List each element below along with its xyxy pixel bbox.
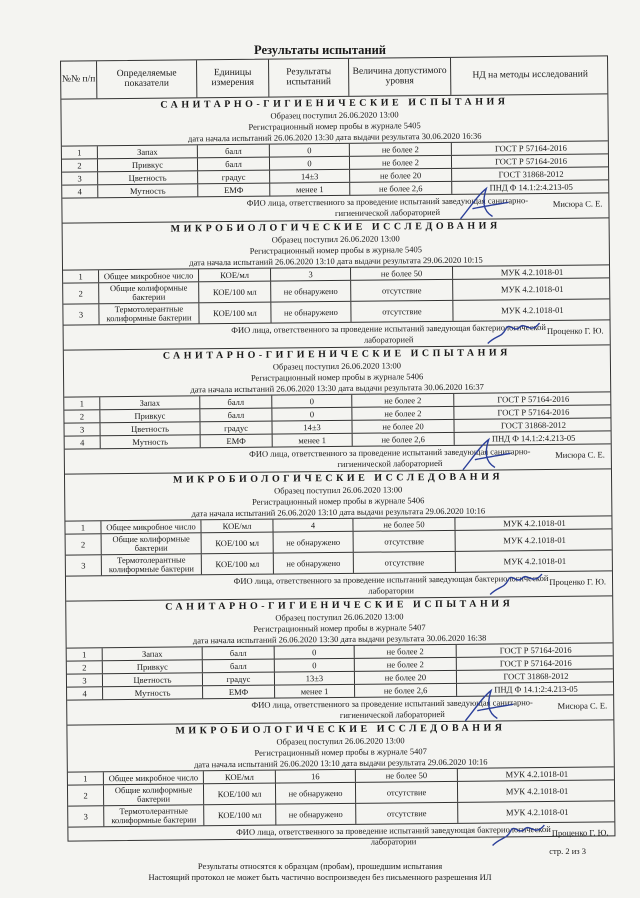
handwritten-signature — [483, 313, 543, 350]
table-cell: Общие колиформные бактерии — [104, 784, 204, 805]
table-cell: Термотолерантные колиформные бактерии — [104, 805, 204, 826]
table-cell: Привкус — [98, 158, 198, 171]
test-dates: дата начала испытаний 26.06.2020 13:30 дата выдачи результата 30.06.2020 16:37 — [190, 381, 484, 395]
table-cell: градус — [203, 673, 275, 686]
header-cell: Единицы измерения — [197, 60, 269, 98]
table-cell: ГОСТ 31868-2012 — [498, 168, 564, 179]
table-cell: Общие колиформные бактерии — [99, 282, 199, 303]
responsible-person-name: Проценко Г. Ю. — [551, 827, 609, 838]
responsible-person-name: Проценко Г. Ю. — [549, 576, 607, 587]
sample-received: Образец поступил 26.06.2020 13:00 — [271, 233, 400, 245]
table-cell: не обнаружено — [276, 783, 356, 804]
test-block — [67, 720, 614, 851]
table-cell: 0 — [270, 144, 350, 157]
table-cell: ГОСТ 31868-2012 — [503, 670, 569, 681]
table-cell: 14±3 — [270, 170, 350, 183]
table-cell: ГОСТ Р 57164-2016 — [499, 644, 572, 655]
table-cell: МУК 4.2.1018-01 — [505, 768, 569, 779]
table-cell: 2 — [68, 785, 104, 805]
responsible-person-label: ФИО лица, ответственного за проведение испытаний заведующая санитарно-гигиенической лабораторией — [249, 446, 531, 469]
table-cell: ГОСТ 31868-2012 — [500, 419, 567, 430]
table-cell: КОЕ/мл — [204, 771, 276, 784]
table-cell: Общее микробное число — [101, 520, 201, 533]
table-cell: Общее микробное число — [99, 269, 199, 282]
table-cell: 0 — [275, 646, 355, 659]
table-cell: менее 1 — [270, 183, 350, 196]
page-number: стр. 2 из 3 — [549, 846, 586, 856]
table-cell: МУК 4.2.1018-01 — [505, 806, 569, 817]
section-heading: САНИТАРНО-ГИГИЕНИЧЕСКИЕ ИСПЫТАНИЯ — [165, 598, 514, 613]
table-cell: Цветность — [103, 673, 203, 686]
responsible-person-name: Проценко Г. Ю. — [546, 325, 604, 336]
table-cell: 1 — [67, 648, 103, 660]
test-dates: дата начала испытаний 26.06.2020 13:30 дата выдачи результата 30.06.2020 16:38 — [192, 632, 487, 646]
table-cell: менее 1 — [273, 434, 353, 447]
header-cell: Результаты испытаний — [269, 59, 349, 97]
table-cell: ПНД Ф 14.1:2:4.213-05 — [489, 181, 573, 193]
table-cell: 3 — [64, 423, 100, 435]
sample-received: Образец поступил 26.06.2020 13:00 — [276, 735, 405, 747]
table-cell: КОЕ/100 мл — [199, 303, 271, 324]
table-cell: Привкус — [100, 409, 200, 422]
section-heading: МИКРОБИОЛОГИЧЕСКИЕ ИССЛЕДОВАНИЯ — [175, 722, 506, 737]
header-cell: НД на методы исследований — [472, 69, 588, 81]
test-block — [61, 94, 608, 223]
table-cell: не более 50 — [351, 267, 453, 280]
table-cell: Мутность — [103, 686, 203, 699]
table-cell: не более 2 — [355, 645, 457, 658]
table-cell: отсутствие — [356, 803, 458, 824]
table-cell: Мутность — [101, 435, 201, 448]
table-cell: МУК 4.2.1018-01 — [503, 534, 566, 545]
table-cell: балл — [200, 396, 272, 409]
table-cell: не более 2 — [350, 156, 452, 169]
registration-number: Регистрационный номер пробы в журнале 5406 — [252, 495, 425, 507]
table-cell: отсутствие — [354, 552, 456, 573]
table-cell: балл — [203, 660, 275, 673]
table-cell: балл — [198, 158, 270, 171]
table-cell: не более 2,6 — [353, 433, 455, 446]
table-cell: ГОСТ Р 57164-2016 — [494, 142, 567, 153]
table-cell: МУК 4.2.1018-01 — [500, 283, 564, 294]
table-cell: 1 — [68, 772, 104, 784]
registration-number: Регистрационный номер пробы в журнале 5406 — [250, 371, 424, 383]
test-dates: дата начала испытаний 26.06.2020 13:10 дата выдачи результата 29.06.2020 10:16 — [193, 756, 488, 770]
section-heading: МИКРОБИОЛОГИЧЕСКИЕ ИССЛЕДОВАНИЯ — [172, 471, 504, 486]
table-cell: КОЕ/100 мл — [204, 805, 276, 826]
table-cell: 13±3 — [275, 672, 355, 685]
responsible-person-label: ФИО лица, ответственного за проведение испытаний заведующая бактериологической лаборатории — [233, 572, 549, 596]
table-cell: Цветность — [100, 422, 200, 435]
table-cell: ГОСТ Р 57164-2016 — [497, 406, 570, 417]
signature-line — [62, 192, 608, 222]
table-cell: ЕМФ — [198, 184, 270, 197]
signature-line — [66, 570, 612, 600]
table-cell: 3 — [271, 268, 351, 281]
table-cell: 2 — [66, 534, 102, 554]
table-cell: не более 20 — [355, 671, 457, 684]
table-cell: КОЕ/100 мл — [204, 784, 276, 805]
responsible-person-label: ФИО лица, ответственного за проведение испытаний заведующая санитарно-гигиенической лабораторией — [246, 195, 529, 218]
table-cell: МУК 4.2.1018-01 — [500, 266, 564, 277]
handwritten-signature — [452, 186, 512, 223]
table-cell: МУК 4.2.1018-01 — [503, 555, 567, 566]
registration-number: Регистрационный номер пробы в журнале 5407 — [254, 746, 427, 758]
table-cell: не обнаружено — [271, 281, 351, 302]
section-heading: САНИТАРНО-ГИГИЕНИЧЕСКИЕ ИСПЫТАНИЯ — [162, 347, 511, 362]
responsible-person-label: ФИО лица, ответственного за проведение испытаний заведующая бактериологической лаборатории — [236, 823, 551, 847]
table-cell: 0 — [270, 157, 350, 170]
test-dates: дата начала испытаний 26.06.2020 13:30 дата выдачи результата 30.06.2020 16:36 — [187, 130, 482, 144]
table-cell: 0 — [272, 395, 352, 408]
table-cell: ГОСТ Р 57164-2016 — [497, 393, 570, 404]
table-cell: ПНД Ф 14.1:2:4.213-05 — [494, 683, 578, 695]
signature-line — [65, 443, 611, 473]
table-cell: не обнаружено — [274, 553, 354, 574]
table-cell: 2 — [67, 661, 103, 673]
registration-number: Регистрационный номер пробы в журнале 5405 — [249, 244, 423, 256]
footer-note-2: Настоящий протокол не может быть частично воспроизведен без письменного разрешения ИЛ — [148, 872, 492, 882]
table-cell: 0 — [275, 659, 355, 672]
table-cell: балл — [200, 409, 272, 422]
table-cell: не более 2,6 — [350, 182, 452, 195]
table-cell: 3 — [62, 172, 98, 184]
table-cell: 3 — [66, 555, 102, 575]
table-cell: 2 — [63, 283, 99, 303]
page-title: Результаты испытаний — [254, 43, 386, 57]
table-cell: Запах — [103, 647, 203, 660]
table-cell: 4 — [65, 436, 101, 448]
table-cell: Термотолерантные колиформные бактерии — [102, 554, 202, 575]
table-cell: 3 — [68, 806, 104, 826]
sample-received: Образец поступил 26.06.2020 13:00 — [275, 611, 404, 623]
test-block — [65, 469, 612, 601]
table-cell: отсутствие — [351, 280, 453, 301]
table-cell: не обнаружено — [276, 804, 356, 825]
table-cell: 14±3 — [272, 421, 352, 434]
table-cell: балл — [203, 647, 275, 660]
responsible-person-name: Мисюра С. Е. — [552, 198, 603, 209]
signature-line — [64, 319, 610, 349]
table-cell: не более 2 — [352, 394, 454, 407]
table-cell: Мутность — [98, 184, 198, 197]
table-cell: КОЕ/100 мл — [199, 282, 271, 303]
header-cell: Определяемые показатели — [97, 60, 197, 98]
header-cell: Величина допустимого уровня — [349, 58, 451, 96]
table-cell: 1 — [63, 270, 99, 282]
table-cell: Цветность — [98, 171, 198, 184]
table-cell: Запах — [98, 145, 198, 158]
table-cell: КОЕ/мл — [199, 269, 271, 282]
table-cell: Привкус — [103, 660, 203, 673]
responsible-person-name: Мисюра С. Е. — [557, 700, 608, 711]
table-cell: отсутствие — [351, 301, 453, 322]
table-cell: ПНД Ф 14.1:2:4.213-05 — [491, 432, 576, 444]
table-cell: не более 50 — [353, 518, 455, 531]
table-cell: не более 2 — [355, 658, 457, 671]
table-cell: не более 2 — [352, 407, 454, 420]
table-cell: не более 20 — [352, 420, 454, 433]
table-cell: ЕМФ — [203, 686, 275, 699]
section-heading: САНИТАРНО-ГИГИЕНИЧЕСКИЕ ИСПЫТАНИЯ — [160, 96, 509, 111]
test-block — [63, 218, 610, 350]
table-cell: менее 1 — [275, 685, 355, 698]
table-cell: не более 2 — [350, 143, 452, 156]
handwritten-signature — [457, 688, 517, 725]
table-cell: МУК 4.2.1018-01 — [501, 304, 564, 315]
sample-received: Образец поступил 26.06.2020 13:00 — [272, 360, 402, 372]
table-cell: 1 — [65, 521, 101, 533]
responsible-person-label: ФИО лица, ответственного за проведение испытаний заведующая бактериологической лабораторией — [231, 321, 546, 345]
registration-number: Регистрационный номер пробы в журнале 5405 — [248, 120, 421, 132]
signature-line — [68, 821, 614, 851]
table-cell: ГОСТ Р 57164-2016 — [499, 657, 572, 668]
table-cell: Общие колиформные бактерии — [102, 533, 202, 554]
table-cell: ГОСТ Р 57164-2016 — [495, 155, 567, 166]
table-cell: 4 — [67, 687, 103, 699]
table-cell: 0 — [272, 408, 352, 421]
table-cell: отсутствие — [356, 782, 458, 803]
sample-received: Образец поступил 26.06.2020 13:00 — [274, 484, 403, 496]
table-body — [61, 94, 614, 851]
table-cell: градус — [198, 171, 270, 184]
table-cell: КОЕ/100 мл — [202, 533, 274, 554]
table-cell: 2 — [62, 159, 98, 171]
table-cell: КОЕ/100 мл — [202, 554, 274, 575]
table-cell: не обнаружено — [271, 302, 351, 323]
table-cell: 1 — [64, 397, 100, 409]
test-block — [64, 345, 611, 474]
table-cell: 4 — [62, 185, 98, 197]
handwritten-signature — [486, 564, 546, 601]
table-cell: 2 — [64, 410, 100, 422]
test-dates: дата начала испытаний 26.06.2020 13:10 дата выдачи результата 29.06.2020 10:16 — [191, 505, 486, 519]
table-cell: не более 50 — [356, 769, 458, 782]
section-heading: МИКРОБИОЛОГИЧЕСКИЕ ИССЛЕДОВАНИЯ — [170, 220, 501, 235]
sample-received: Образец поступил 26.06.2020 13:00 — [270, 109, 399, 121]
table-cell: КОЕ/мл — [201, 520, 273, 533]
registration-number: Регистрационный номер пробы в журнале 5407 — [253, 622, 426, 634]
header-cell: №№ п/п — [61, 61, 97, 98]
table-cell: 3 — [67, 674, 103, 686]
table-header — [61, 56, 607, 99]
table-cell: Общее микробное число — [104, 771, 204, 784]
test-dates: дата начала испытаний 26.06.2020 13:10 дата выдачи результата 29.06.2020 10:15 — [189, 254, 483, 268]
table-cell: Термотолерантные колиформные бактерии — [99, 303, 199, 324]
table-cell: балл — [198, 145, 270, 158]
signature-line — [67, 694, 613, 724]
table-cell: не обнаружено — [274, 532, 354, 553]
table-cell: МУК 4.2.1018-01 — [505, 785, 569, 796]
table-cell: 1 — [62, 146, 98, 158]
table-cell: отсутствие — [354, 531, 456, 552]
table-cell: 16 — [276, 770, 356, 783]
table-cell: градус — [200, 422, 272, 435]
handwritten-signature — [488, 815, 548, 852]
responsible-person-name: Мисюра С. Е. — [555, 449, 605, 460]
results-table — [60, 55, 615, 847]
footer-note-1: Результаты относятся к образцам (пробам), прошедшим испытания — [197, 861, 443, 871]
table-cell: не более 20 — [350, 169, 452, 182]
responsible-person-label: ФИО лица, ответственного за проведение испытаний заведующая санитарно-гигиенической лабораторией — [251, 697, 533, 720]
table-cell: 4 — [273, 519, 353, 532]
table-cell: не более 2,6 — [355, 684, 457, 697]
table-cell: ЕМФ — [201, 435, 273, 448]
table-cell: 3 — [63, 304, 99, 324]
handwritten-signature — [455, 437, 515, 474]
table-cell: МУК 4.2.1018-01 — [503, 517, 566, 528]
table-cell: Запах — [100, 396, 200, 409]
test-block — [66, 596, 613, 725]
